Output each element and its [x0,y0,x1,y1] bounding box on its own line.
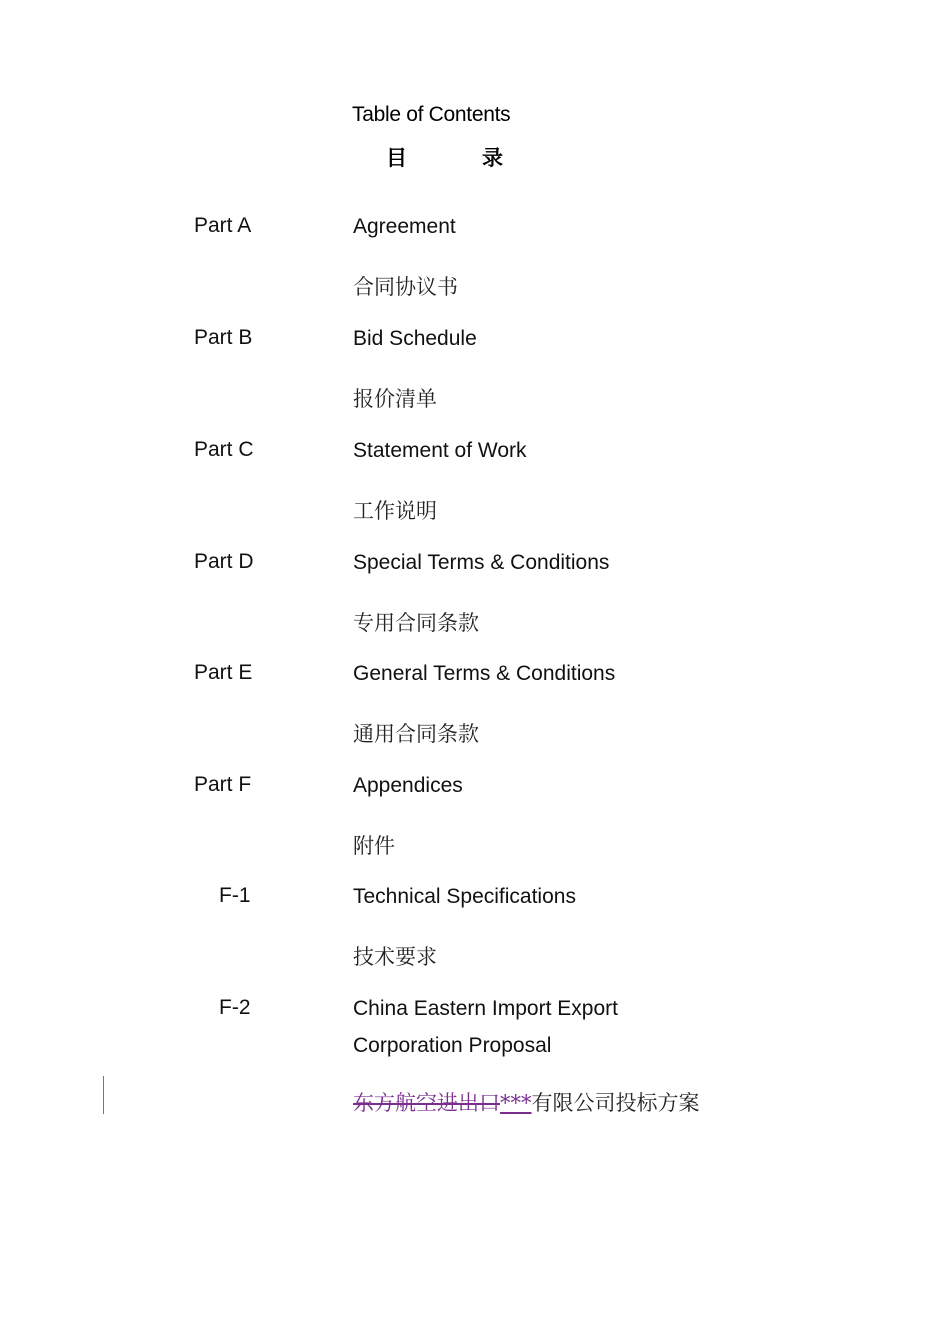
entry-title-zh-appendices: 附件 [353,834,395,858]
entry-label-part-c: Part C [194,438,254,461]
toc-title-english: Table of Contents [352,103,511,126]
entry-title-zh-agreement: 合同协议书 [353,275,458,299]
toc-title-chinese-char-1: 目 [386,146,407,170]
entry-title-agreement: Agreement [353,215,456,238]
entry-title-zh-general-terms: 通用合同条款 [353,722,479,746]
toc-title-chinese [386,142,503,172]
entry-label-part-e: Part E [194,661,253,684]
entry-title-special-terms: Special Terms & Conditions [353,551,610,574]
revision-change-bar [103,1076,104,1114]
entry-title-appendices: Appendices [353,774,463,797]
entry-label-part-a: Part A [194,214,252,237]
entry-label-f-1: F-1 [219,884,251,907]
entry-label-part-f: Part F [194,773,252,796]
entry-title-general-terms: General Terms & Conditions [353,662,616,685]
entry-title-statement-of-work: Statement of Work [353,439,527,462]
entry-label-f-2: F-2 [219,996,251,1019]
toc-title-chinese-char-2: 录 [482,146,503,170]
entry-title-proposal-line-2: Corporation Proposal [353,1034,552,1057]
entry-title-bid-schedule: Bid Schedule [353,327,477,350]
entry-title-zh-proposal [353,1087,700,1117]
entry-title-zh-bid-schedule: 报价清单 [353,387,437,411]
entry-label-part-b: Part B [194,326,253,349]
entry-title-zh-technical-specifications: 技术要求 [353,945,437,969]
entry-label-part-d: Part D [194,550,254,573]
entry-title-zh-statement-of-work: 工作说明 [353,499,437,523]
proposal-title-rest: 有限公司投标方案 [531,1091,700,1115]
deleted-text: 东方航空进出口 [353,1091,500,1115]
inserted-text: *** [500,1091,532,1115]
entry-title-zh-special-terms: 专用合同条款 [353,611,479,635]
entry-title-proposal-line-1: China Eastern Import Export [353,997,618,1020]
entry-title-technical-specifications: Technical Specifications [353,885,576,908]
